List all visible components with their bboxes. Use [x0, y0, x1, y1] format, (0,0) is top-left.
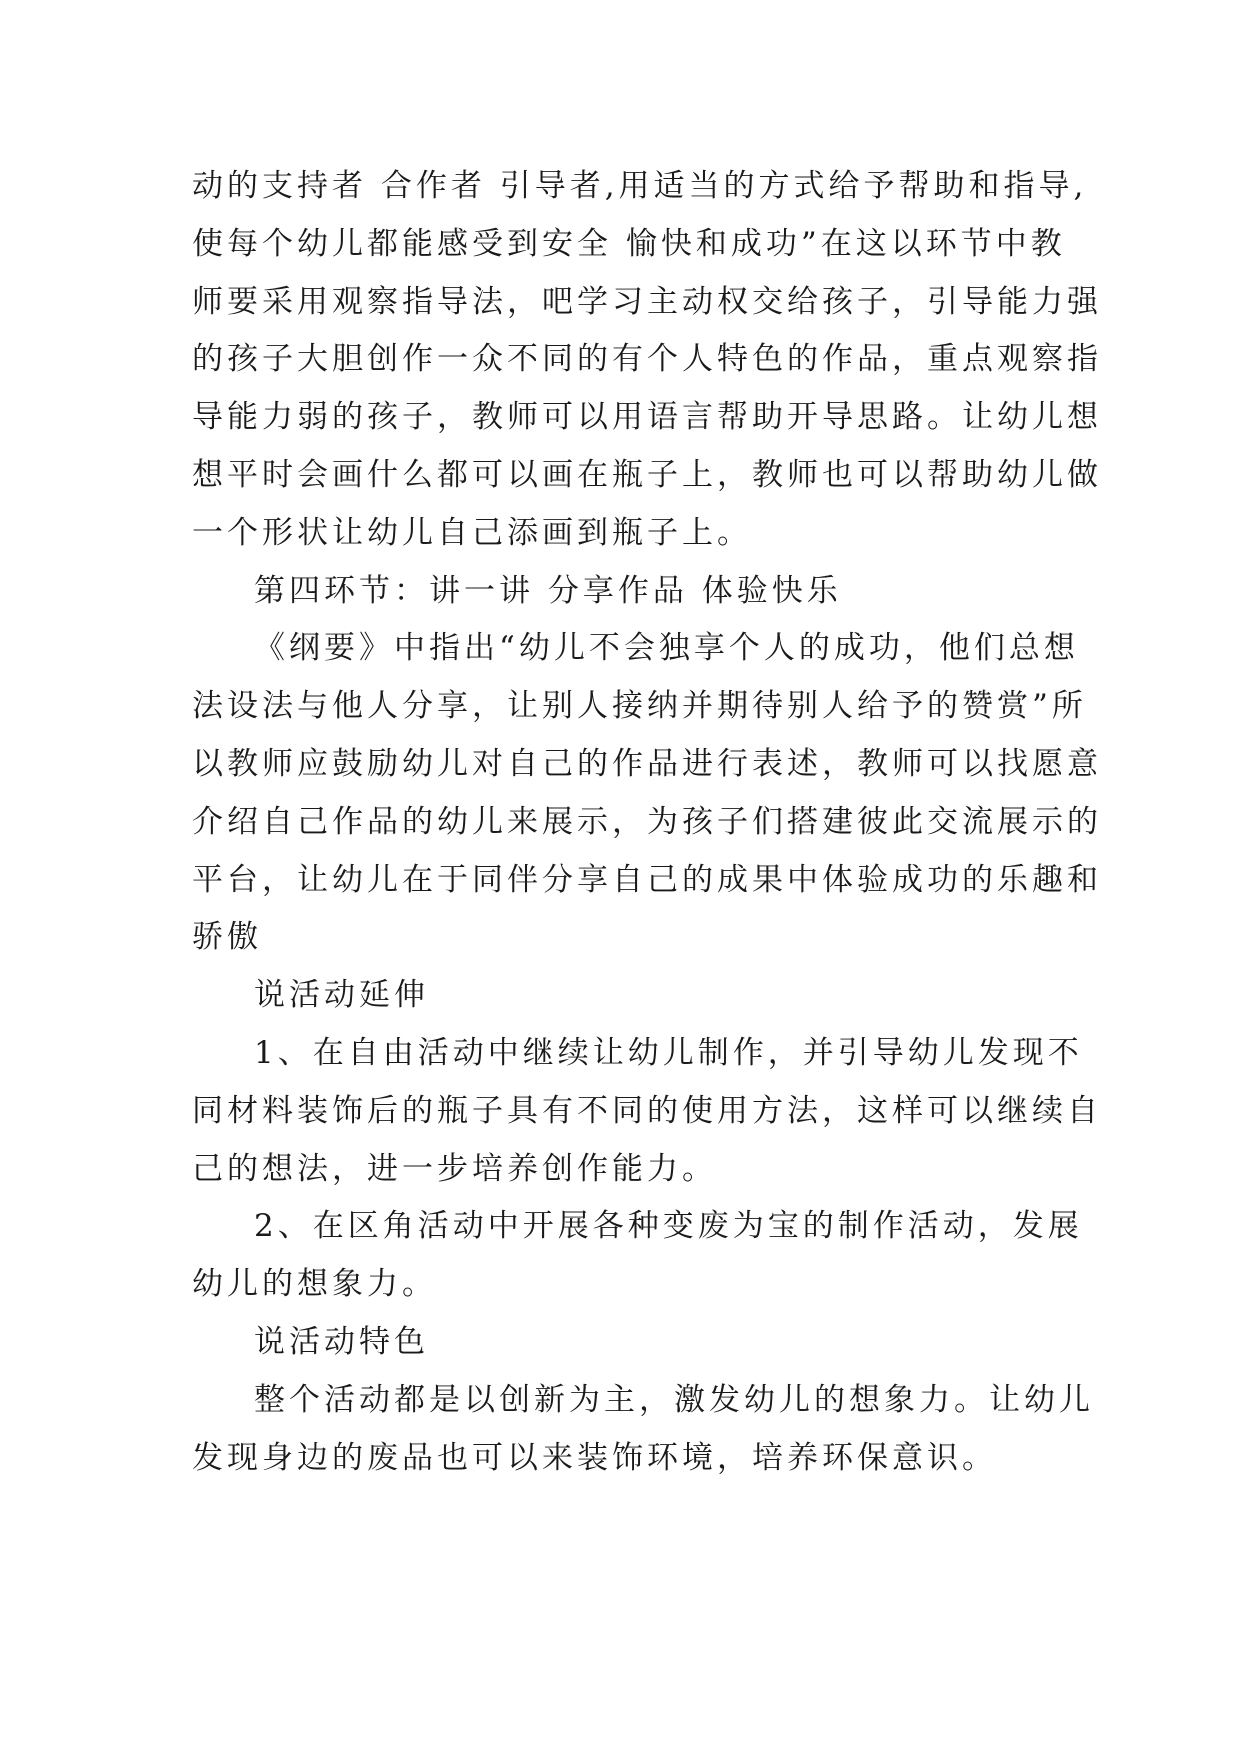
text-line-18: 己的想法，进一步培养创作能力。 [192, 1150, 717, 1187]
text-line-1: 动的支持者 合作者 引导者,用适当的方式给予帮助和指导, [192, 168, 1088, 204]
text-line-19: 2、在区角活动中开展各种变废为宝的制作活动，发展 [254, 1208, 1083, 1245]
document-body [192, 158, 1102, 1487]
text-line-17: 同材料装饰后的瓶子具有不同的使用方法，这样可以继续自 [192, 1092, 1102, 1129]
section-heading-step-four: 第四环节：讲一讲 分享作品 体验快乐 [254, 572, 842, 609]
section-heading-extension: 说活动延伸 [254, 977, 429, 1014]
text-line-9: 《纲要》中指出“幼儿不会独享个人的成功，他们总想 [254, 630, 1079, 667]
text-line-7: 一个形状让幼儿自己添画到瓶子上。 [192, 514, 752, 551]
section-heading-features: 说活动特色 [254, 1323, 429, 1360]
text-line-5: 导能力弱的孩子，教师可以用语言帮助开导思路。让幼儿想 [192, 399, 1102, 436]
text-line-13: 平台，让幼儿在于同伴分享自己的成果中体验成功的乐趣和 [192, 861, 1102, 898]
text-line-20: 幼儿的想象力。 [192, 1266, 437, 1303]
text-line-10: 法设法与他人分享，让别人接纳并期待别人给予的赞赏”所 [192, 688, 1087, 725]
text-line-22: 整个活动都是以创新为主，激发幼儿的想象力。让幼儿 [254, 1381, 1094, 1418]
text-line-3: 师要采用观察指导法，吧学习主动权交给孩子，引导能力强 [192, 283, 1102, 320]
text-line-16: 1、在自由活动中继续让幼儿制作，并引导幼儿发现不 [254, 1034, 1083, 1071]
text-line-14: 骄傲 [192, 919, 262, 956]
text-line-12: 介绍自己作品的幼儿来展示，为孩子们搭建彼此交流展示的 [192, 803, 1102, 840]
text-line-23: 发现身边的废品也可以来装饰环境，培养环保意识。 [192, 1439, 997, 1476]
text-line-11: 以教师应鼓励幼儿对自己的作品进行表述，教师可以找愿意 [192, 745, 1102, 782]
text-line-6: 想平时会画什么都可以画在瓶子上，教师也可以帮助幼儿做 [192, 456, 1102, 493]
text-line-2: 使每个幼儿都能感受到安全 愉快和成功”在这以环节中教 [192, 225, 1066, 262]
text-line-4: 的孩子大胆创作一众不同的有个人特色的作品，重点观察指 [192, 341, 1102, 378]
